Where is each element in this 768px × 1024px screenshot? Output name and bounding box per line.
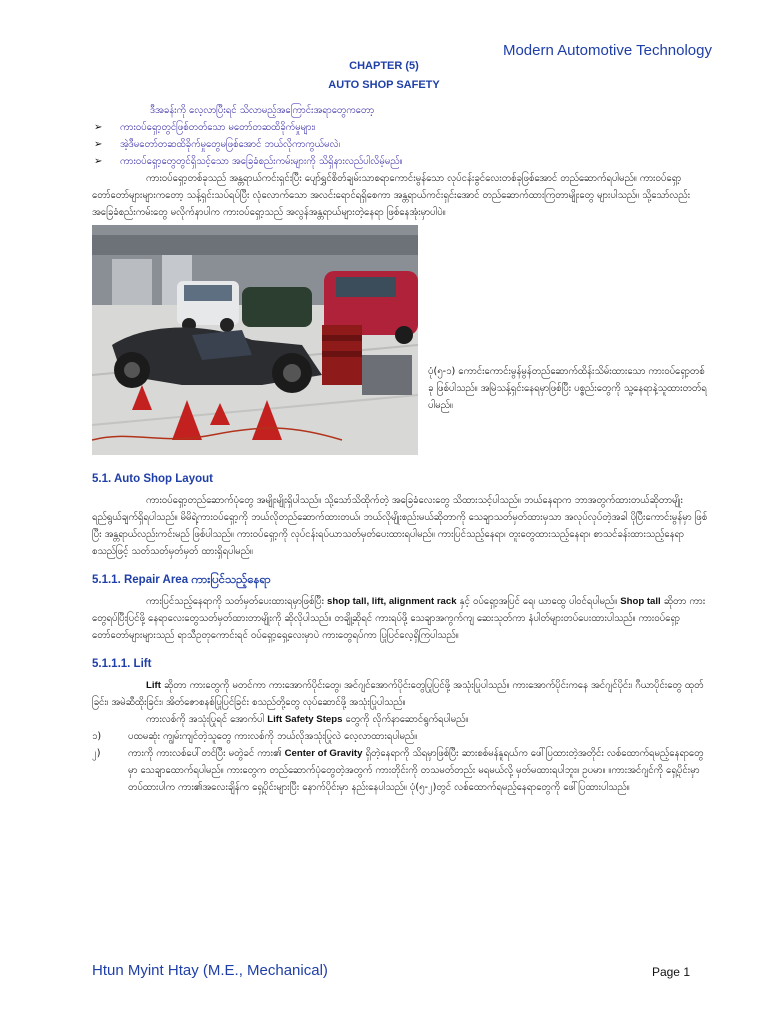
repair-heading-en: 5.1.1. Repair Area: [92, 574, 189, 586]
chapter-title: AUTO SHOP SAFETY: [328, 79, 440, 91]
footer-page-number: Page 1: [651, 965, 690, 979]
lift-keyword: Lift: [146, 680, 161, 691]
bullet-text: ကားဝပ်ရှော့တွင်ဖြစ်တတ်သော မတော်တဆထိခိုက်မှုများ၊: [120, 122, 316, 133]
bullet-text: အဲ့ဒီမတော်တဆထိခိုက်မှုတွေမဖြစ်အောင် ဘယ်လိုကာကွယ်မလဲ၊: [120, 139, 340, 150]
item-number: ၂): [92, 748, 101, 759]
section-heading-lift: 5.1.1.1. Lift: [92, 658, 152, 670]
intro-lead: ဒီအခန်းကို လေ့လာပြီးရင် သိလာမည့်အကြောင်းအရာတွေကတော့: [150, 105, 375, 116]
figure-caption: ပုံ(၅-၁) ကောင်းကောင်းမွန်မွန်တည်ဆောက်ထိန်းသိမ်းထားသော ကားဝပ်ရှော့တစ်ခု ဖြစ်ပါသည်။ အမြဲသန့်ရှင်းနေရမှာဖြစ်ပြီး ပစ္စည်းတွေကို သူ့နေရာနဲ့သူထားတတ်ရပါမည်။: [428, 366, 707, 411]
repair-text-2: နှင့် ဝပ်ရှော့အပြင် ရေ၊ ယာထွေ ပါဝင်ရပါမည်။: [459, 596, 618, 607]
lift-text-1: ဆိုတာ ကားတွေကို မတင်ကာ ကားအောက်ပိုင်းတွေ၊ အင်ဂျင်အောက်ပိုင်းတွေပြုပြင်ဖို့ အသုံးပြုပါသည်။ ကားအောက်ပိုင်းကနေ အင်ဂျင်ပိုင်း၊ ဂီယာပိုင်းတွေ ထုတ်ခြင်း၊ အမဲဆီထိုးခြင်း၊ အိတ်ဇောစနစ်ပြုပြင်ခြင်း စသည်တို့တွေ လုပ်ဆောင်ဖို့ အသုံးပြုပါသည်။: [92, 680, 704, 708]
intro-bullet-list: [92, 119, 712, 170]
repair-keyword-equipment: shop tall, lift, alignment rack: [327, 596, 457, 607]
intro-paragraph: ကားဝပ်ရှော့တစ်ခုသည် အန္တရာယ်ကင်းရှင်းပြီး ပျော်ရွှင်စိတ်ချမ်းသာစရာကောင်းမွန်သော လုပ်ငန်းခွင်လေးတစ်ခုဖြစ်အောင် တည်ဆောက်ရပါမည်။ ကားဝပ်ရှော့တော်တော်များများကတော့ သန့်ရှင်းသပ်ရပ်ပြီး လုံလောက်သော အလင်းရောင်ရရှိစေကာ အန္တရာယ်ကင်းရှင်းအောင် တည်ဆောက်ထားကြတာမျိုးတွေ များပါသည်။ သို့သော်လည်း အခြေခံစည်းကမ်းတွေ မလိုက်နာပါက ကားဝပ်ရှော့သည် အလွန်အန္တရာယ်များတဲ့နေရာ ဖြစ်နေအုံးမှာပါပဲ။: [92, 173, 691, 218]
repair-text-1: ကားပြင်သည့်နေရာကို သတ်မှတ်ပေးထားရမှာဖြစ်ပြီး: [146, 596, 324, 607]
item-number: ၁): [92, 731, 102, 742]
item-text: ပထမဆုံး ကျွမ်းကျင်တဲ့သူတွေ ကားလစ်ကို ဘယ်လိုအသုံးပြုလဲ လေ့လာထားရပါမည်။: [128, 731, 418, 742]
lift-text-2a: ကားလစ်ကို အသုံးပြုရင် အောက်ပါ: [146, 714, 265, 725]
auto-shop-photo: [92, 225, 418, 455]
item-text-pre: ကားကို ကားလစ်ပေါ်တင်ပြီး မတွဲခင် ကား၏: [128, 748, 282, 759]
list-item: [92, 745, 712, 796]
repair-heading-my: ကားပြင်သည့်နေရာ: [191, 574, 271, 586]
lift-safety-steps-keyword: Lift Safety Steps: [267, 714, 343, 725]
arrow-bullet-icon: ➢: [94, 156, 103, 167]
auto-shop-illustration: [92, 225, 418, 455]
page-content: [92, 102, 712, 796]
list-item: [92, 136, 712, 153]
figure: [92, 225, 712, 459]
list-item: [92, 728, 712, 745]
list-item: [92, 153, 712, 170]
repair-text-3: ဆိုတာ ကားတွေရပ်ပြီးပြင်ဖို့ နေရာလေးတွေသတ်မှတ်ထားတာမျိုးကို ဆိုလိုပါသည်။ တချို့ဆိုရင် ကားရပ်ဖို့ သေချာအကွက်ကျ ဆေးသုတ်ကာ နံပါတ်များတပ်ပေးထားပါသည်။ ကားဝပ်ရှော့တော်တော်များများသည် ရာသီဥတုကောင်းရင် ဝပ်ရှော့ရှေ့လေးမှာပဲ ကားတွေရပ်ကာ ပြုပြင်လေ့ရှိကြပါသည်။: [92, 596, 706, 641]
arrow-bullet-icon: ➢: [94, 122, 103, 133]
section-heading-layout: 5.1. Auto Shop Layout: [92, 473, 213, 485]
chapter-number: CHAPTER (5): [349, 60, 419, 72]
item-text-post: ရှိတဲ့နေရာကို သိရမှာဖြစ်ပြီး ဆားစစ်မန်နူရယ်က ဖေါ်ပြထားတဲ့အတိုင်း လစ်ထောက်ရမည့်နေရာတွေမှာ သေချာထောက်ရပါမည်။ ကားတွေက တည်ဆောက်ပုံတွေတဲ့အတွက် ကားတိုင်းကို တသမတ်တည်း မရမယ်လို့ မှတ်မထားရပါဘူး။ ဥပမာ။ ။ကားအင်ဂျင်ကို ရှေ့ပိုင်းမှာတပ်ထားပါက ကား၏အလေးချိန်က ရှေ့ပိုင်းများပြီး နောက်ပိုင်းမှာ နည်းနေပါသည်။ ပုံ(၅-၂)တွင် လစ်ထောက်ရမည့်နေရာတွေကို ဖေါ်ပြထားပါသည်။: [128, 748, 704, 793]
list-item: [92, 119, 712, 136]
center-of-gravity-keyword: Center of Gravity: [284, 748, 363, 759]
repair-keyword-shop-tall: Shop tall: [620, 596, 661, 607]
footer-author: Htun Myint Htay (M.E., Mechanical): [92, 962, 328, 979]
lift-steps-list: [92, 728, 712, 796]
layout-paragraph: ကားဝပ်ရှော့တည်ဆောက်ပုံတွေ အမျိုးမျိုးရှိပါသည်။ သို့သော်သိထိုက်တဲ့ အခြေခံလေးတွေ သိထားသင့်ပါသည်။ ဘယ်နေရာက ဘာအတွက်ထားတယ်ဆိုတာမျိုး ရည်ရွယ်ချက်ရှိရပါသည်။ မိမိရဲ့ကားဝပ်ရှော့ကို ဘယ်လိုတည်ဆောက်ထားတယ်၊ ဘယ်လိုမျိုးစည်းမယ်ဆိုတာကို သေချာသတ်မှတ်ထားမှသာ အလုပ်လုပ်တဲ့အခါ ပိုပြီးကောင်းမွန်မှာ ဖြစ်ပြီး အန္တရာယ်လည်းကင်းမည် ဖြစ်ပါသည်။ ကားဝပ်ရှော့ကို လုပ်ငန်းရပ်ယာသတ်မှတ်ပေးထားရပါမည်။ ကားပြင်သည့်နေရာ၊ တူးတွေထားသည့်နေရာ၊ စာသင်ခန်းထားသည့်နေရာ စသည်ဖြင့် သတ်သတ်မှတ်မှတ် ထားရှိရပါမည်။: [92, 495, 708, 557]
lift-paragraph-1: [92, 677, 712, 711]
section-heading-repair-area: [92, 572, 712, 589]
lift-paragraph-2: [92, 711, 712, 728]
lift-text-2b: တွေကို လိုက်နာဆောင်ရွက်ရပါမည်။: [345, 714, 469, 725]
header-title: Modern Automotive Technology: [502, 42, 712, 59]
bullet-text: ကားဝပ်ရှော့တွေတွင်ရှိသင့်သော အခြေခံစည်းကမ်းများကို သိရှိနားလည်ပါလိမ့်မည်။: [120, 156, 403, 167]
repair-paragraph: [92, 593, 712, 644]
arrow-bullet-icon: ➢: [94, 139, 103, 150]
